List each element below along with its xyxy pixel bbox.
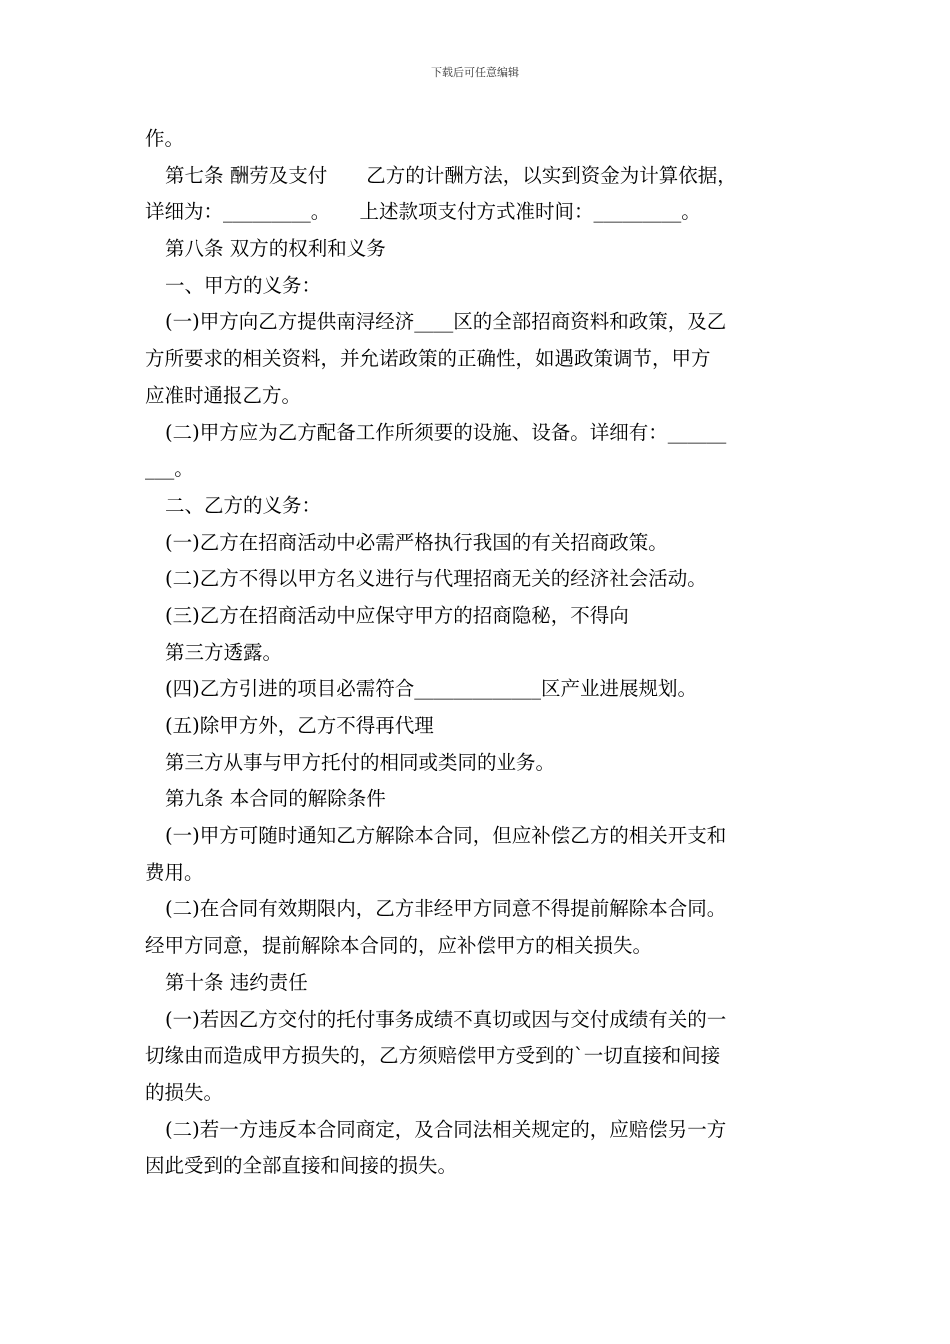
document-line: 切缘由而造成甲方损失的，乙方须赔偿甲方受到的`一切直接和间接 [145,1044,721,1068]
page-header: 下载后可任意编辑 [431,66,519,79]
document-line: (四)乙方引进的项目必需符合_____________区产业进展规划。 [165,677,697,701]
document-line: ___。 [145,457,194,481]
document-line: 二、乙方的义务： [165,493,322,517]
document-line: 第七条 酬劳及支付 乙方的计酬方法，以实到资金为计算依据， [165,163,737,187]
document-line: 应准时通报乙方。 [145,383,302,407]
document-line: 一、甲方的义务： [165,273,322,297]
document-line: (二)在合同有效期限内，乙方非经甲方同意不得提前解除本合同。 [165,897,727,921]
document-line: 详细为：_________。 上述款项支付方式准时间：_________。 [145,200,701,224]
document-line: (二)若一方违反本合同商定，及合同法相关规定的，应赔偿另一方 [165,1117,727,1141]
document-line: (二)乙方不得以甲方名义进行与代理招商无关的经济社会活动。 [165,567,707,591]
document-line: (一)甲方向乙方提供南浔经济____区的全部招商资料和政策，及乙 [165,310,727,334]
document-line: 因此受到的全部直接和间接的损失。 [145,1154,458,1178]
document-line: (三)乙方在招商活动中应保守甲方的招商隐秘，不得向 [165,603,629,627]
document-line: 第九条 本合同的解除条件 [165,787,386,811]
document-line: (一)若因乙方交付的托付事务成绩不真切或因与交付成绩有关的一 [165,1007,727,1031]
document-line: 的损失。 [145,1080,224,1104]
document-line: 第三方从事与甲方托付的相同或类同的业务。 [165,750,556,774]
document-line: 第三方透露。 [165,640,283,664]
document-line: 方所要求的相关资料，并允诺政策的正确性，如遇政策调节，甲方 [145,347,711,371]
document-line: 费用。 [145,860,204,884]
document-line: (五)除甲方外，乙方不得再代理 [165,714,434,737]
document-line: 第十条 违约责任 [165,970,308,994]
document-line: (一)甲方可随时通知乙方解除本合同，但应补偿乙方的相关开支和 [165,824,727,848]
document-line: (一)乙方在招商活动中必需严格执行我国的有关招商政策。 [165,530,668,554]
document-line: 第八条 双方的权利和义务 [165,237,386,261]
document-line: 经甲方同意，提前解除本合同的，应补偿甲方的相关损失。 [145,934,653,958]
document-body [145,121,813,1185]
document-line: (二)甲方应为乙方配备工作所须要的设施、设备。详细有：______ [165,420,727,444]
document-line: 作。 [145,127,185,150]
